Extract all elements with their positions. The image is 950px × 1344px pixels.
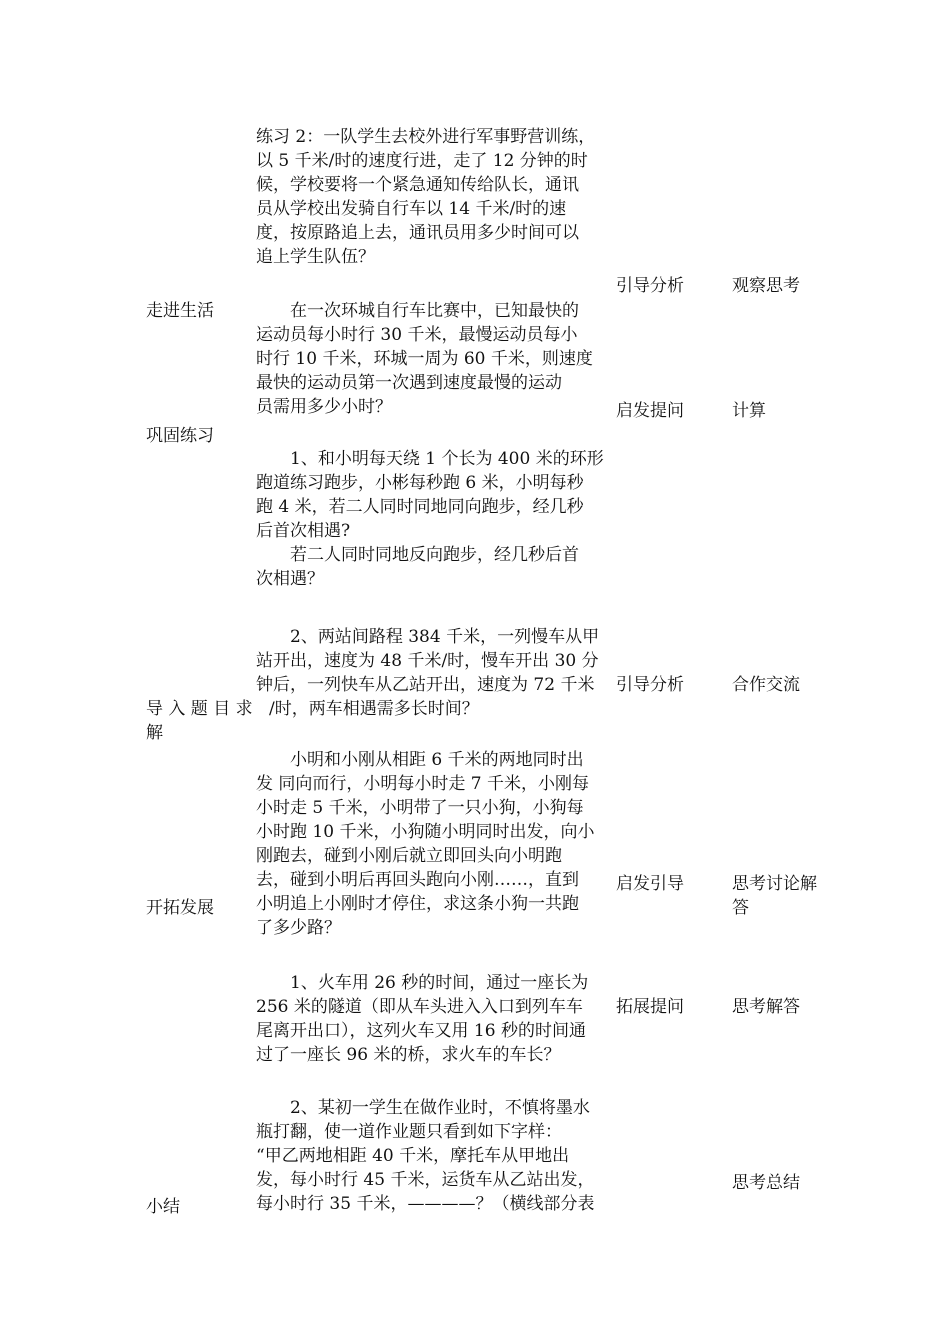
text-line: 练习 2：一队学生去校外进行军事野营训练， (256, 127, 596, 147)
text-line: 员需用多少小时？ (256, 397, 392, 417)
two-trains-paragraph (256, 625, 599, 721)
section-label-xiaojie: 小结 (146, 1197, 180, 1217)
text-line: 2、某初一学生在做作业时，不慎将墨水 (290, 1098, 590, 1118)
text-line: 刚跑去，碰到小刚后就立即回头向小明跑 (256, 846, 562, 866)
text-line: 度，按原路追上去，通讯员用多少时间可以 (256, 223, 579, 243)
text-line: 了多少路？ (256, 918, 341, 938)
teacher-activity-qifa-1: 启发提问 (616, 401, 684, 421)
text-line: “甲乙两地相距 40 千米，摩托车从甲地出 (256, 1146, 570, 1166)
text-line: 去，碰到小明后再回头跑向小刚……，直到 (256, 870, 579, 890)
section-label-zoujin: 走进生活 (146, 301, 214, 321)
student-activity-taolun: 思考讨论解 (732, 874, 817, 894)
text-line: 小明和小刚从相距 6 千米的两地同时出 (290, 750, 584, 770)
student-activity-taolun-cont: 答 (732, 898, 749, 918)
text-line: 后首次相遇? (256, 521, 351, 541)
text-line: 员从学校出发骑自行车以 14 千米/时的速 (256, 199, 567, 219)
student-activity-guancha: 观察思考 (732, 276, 800, 296)
text-line: 钟后，一列快车从乙站开出，速度为 72 千米 (256, 675, 595, 695)
teacher-activity-yindao-2: 引导分析 (616, 675, 684, 695)
text-line: 以 5 千米/时的速度行进，走了 12 分钟的时 (256, 151, 588, 171)
text-line: 跑道练习跑步，小彬每秒跑 6 米，小明每秒 (256, 473, 584, 493)
student-activity-zongjie: 思考总结 (732, 1173, 800, 1193)
text-line: 时行 10 千米，环城一周为 60 千米，则速度 (256, 349, 593, 369)
section-label-daoru: 导 入 题 目 求 (146, 699, 253, 719)
text-line: 跑 4 米，若二人同时同地同向跑步，经几秒 (256, 497, 584, 517)
ink-spill-paragraph (256, 1096, 594, 1216)
section-label-kaituo: 开拓发展 (146, 898, 214, 918)
text-line: 候，学校要将一个紧急通知传给队长，通讯 (256, 175, 579, 195)
text-line: 发，每小时行 45 千米，运货车从乙站出发， (256, 1170, 595, 1190)
teacher-activity-qifa-2: 启发引导 (616, 874, 684, 894)
student-activity-jisuan: 计算 (732, 401, 766, 421)
text-line: 追上学生队伍？ (256, 247, 375, 267)
text-line: 小明追上小刚时才停住，求这条小狗一共跑 (256, 894, 579, 914)
train-tunnel-paragraph (256, 971, 588, 1067)
text-line: 次相遇？ (256, 569, 324, 589)
running-track-paragraph (256, 447, 604, 591)
teacher-activity-yindao-1: 引导分析 (616, 276, 684, 296)
text-line: 尾离开出口），这列火车又用 16 秒的时间通 (256, 1021, 586, 1041)
text-line: 1、和小明每天绕 1 个长为 400 米的环形 (290, 449, 604, 469)
dog-running-paragraph (256, 748, 594, 940)
text-line: 发 同向而行，小明每小时走 7 千米，小刚每 (256, 774, 590, 794)
text-line: 256 米的隧道（即从车头进入入口到列车车 (256, 997, 583, 1017)
text-line: 站开出，速度为 48 千米/时，慢车开出 30 分 (256, 651, 599, 671)
section-label-gonggu: 巩固练习 (146, 426, 214, 446)
section-label-daoru-cont: 解 (146, 723, 163, 743)
text-line: 最快的运动员第一次遇到速度最慢的运动 (256, 373, 562, 393)
text-line: 瓶打翻，使一道作业题只看到如下字样： (256, 1122, 562, 1142)
text-line: 在一次环城自行车比赛中，已知最快的 (290, 301, 579, 321)
text-line: 运动员每小时行 30 千米，最慢运动员每小 (256, 325, 578, 345)
text-line: 过了一座长 96 米的桥，求火车的车长？ (256, 1045, 561, 1065)
text-line: 2、两站间路程 384 千米，一列慢车从甲 (290, 627, 600, 647)
teacher-activity-tuozhan: 拓展提问 (616, 997, 684, 1017)
cycling-race-paragraph (256, 299, 593, 419)
text-line: 小时跑 10 千米，小狗随小明同时出发，向小 (256, 822, 595, 842)
student-activity-jieda: 思考解答 (732, 997, 800, 1017)
student-activity-hezuo: 合作交流 (732, 675, 800, 695)
text-line: 若二人同时同地反向跑步，经几秒后首 (290, 545, 579, 565)
exercise-2-paragraph (256, 125, 595, 269)
text-line: 每小时行 35 千米，————？（横线部分表 (256, 1194, 595, 1214)
text-line: /时，两车相遇需多长时间？ (269, 699, 479, 719)
text-line: 小时走 5 千米，小明带了一只小狗，小狗每 (256, 798, 584, 818)
text-line: 1、火车用 26 秒的时间，通过一座长为 (290, 973, 589, 993)
